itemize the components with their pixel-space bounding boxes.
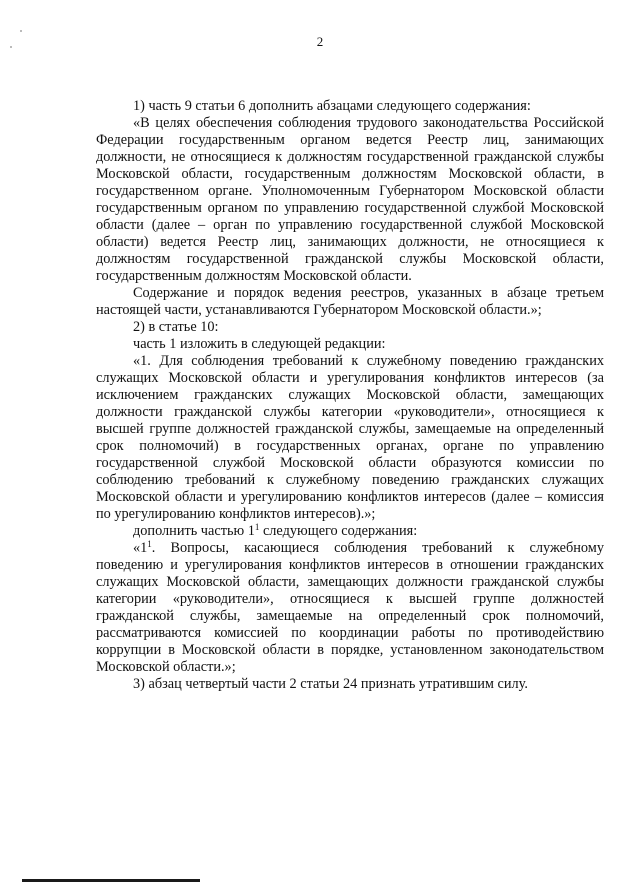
paragraph-text: «1 [133,540,148,556]
paragraph: часть 1 изложить в следующей редакции: [133,336,386,352]
paragraph-text: дополнить частью 1 [133,523,255,539]
paragraph: «В целях обеспечения соблюдения трудового законодательства Российской Федерации государственным органом ведется Реестр лиц, занимающих должности, не относящиеся к должностям государственной гражданской службы Московской области, государственным должностям Московской области, в государственном органе. Уполномоченным Губернатором Московской области государственным органом по управлению государственной службой Московской области (далее – орган по управлению государственной службой Московской области) ведется Реестр лиц, занимающих должности, не относящиеся к должностям государственной гражданской службы Московской области, государственным должностям Московской области. [96,115,604,284]
paragraph-text: следующего содержания: [259,523,418,539]
paragraph: 1) часть 9 статьи 6 дополнить абзацами следующего содержания: [133,98,531,114]
document-body [96,98,604,693]
paragraph [96,540,604,676]
paragraph: «1. Для соблюдения требований к служебному поведению гражданских служащих Московской области и урегулирования конфликтов интересов (за исключением гражданских служащих Московской области, замещающих должности гражданской службы категории «руководители», относящиеся к высшей группе должностей гражданской службы, замещаемые на определенный срок полномочий) в государственных органах, органе по управлению государственной службой Московской области образуются комиссии по соблюдению требований к служебному поведению гражданских служащих Московской области и урегулированию конфликтов интересов (далее – комиссия по урегулированию конфликтов интересов).»; [96,353,604,522]
paragraph: 3) абзац четвертый части 2 статьи 24 признать утратившим силу. [133,676,528,692]
paragraph-text: . Вопросы, касающиеся соблюдения требований к служебному поведению и урегулирования конфликтов интересов в отношении гражданских служащих Московской области, замещающих должности гражданской службы категории «руководители», относящиеся к высшей группе должностей гражданской службы, замещаемые на определенный срок полномочий, рассматриваются комиссией по координации работы по противодействию коррупции в Московской области в порядке, установленном законодательством Московской области.»; [96,540,604,675]
page-number: 2 [316,34,324,49]
paragraph: 2) в статье 10: [133,319,219,335]
superscript: 1 [254,522,260,532]
paragraph [96,523,604,540]
scan-speck [10,46,12,48]
paragraph: Содержание и порядок ведения реестров, указанных в абзаце третьем настоящей части, устанавливаются Губернатором Московской области.»; [96,285,604,318]
superscript: 1 [147,539,152,549]
bottom-rule [22,879,200,882]
scan-speck [20,30,22,32]
